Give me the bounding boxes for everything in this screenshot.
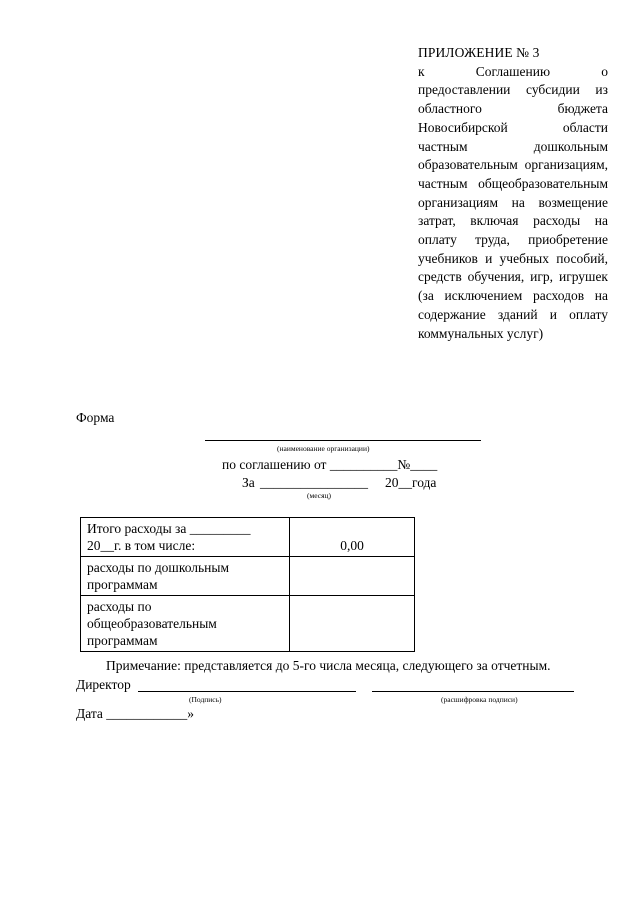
expenses-table (80, 517, 415, 652)
director-label: Директор (76, 677, 131, 692)
appendix-text: к Соглашению о предоставлении субсидии из областного бюджета Новосибирской области частным дошкольным образовательным организациям, частным общеобразовательным организациям на возмещение затрат, включая расходы на оплату труда, приобретение учебников и учебных пособий, средств обучения, игр, игрушек (за исключением расходов на содержание зданий и оплату коммунальных услуг) (418, 63, 608, 341)
org-name-caption: (наименование организации) (277, 444, 370, 453)
note-text: Примечание: представляется до 5-го числа месяца, следующего за отчетным. (106, 658, 551, 673)
period-month-caption: (месяц) (307, 491, 332, 500)
preschool-value[interactable] (290, 557, 415, 596)
signature-line[interactable] (138, 691, 356, 692)
period-year: 20__года (385, 475, 437, 490)
signature-decode-caption: (расшифровка подписи) (441, 695, 518, 704)
appendix-title: ПРИЛОЖЕНИЕ № 3 (418, 45, 540, 60)
table-row (81, 596, 415, 652)
agreement-line: по соглашению от __________№____ (222, 457, 438, 472)
general-education-value[interactable] (290, 596, 415, 652)
form-label: Форма (76, 410, 115, 425)
table-row (81, 557, 415, 596)
period-prefix: За (242, 475, 255, 490)
period-month-field[interactable]: ________________ (260, 475, 368, 490)
appendix-header (418, 44, 608, 343)
date-field[interactable]: Дата ____________» (76, 706, 195, 721)
total-value[interactable]: 0,00 (290, 518, 415, 557)
table-row (81, 518, 415, 557)
signature-decode-line[interactable] (372, 691, 574, 692)
preschool-label: расходы по дошкольным программам (81, 557, 290, 596)
total-label-line1: Итого расходы за _________ (87, 521, 251, 536)
signature-caption: (Подпись) (189, 695, 222, 704)
total-label-line2: 20__г. в том числе: (87, 538, 196, 553)
table-cell-label (81, 518, 290, 557)
general-education-label: расходы по общеобразовательным программам (81, 596, 290, 652)
org-name-line[interactable] (205, 440, 481, 441)
